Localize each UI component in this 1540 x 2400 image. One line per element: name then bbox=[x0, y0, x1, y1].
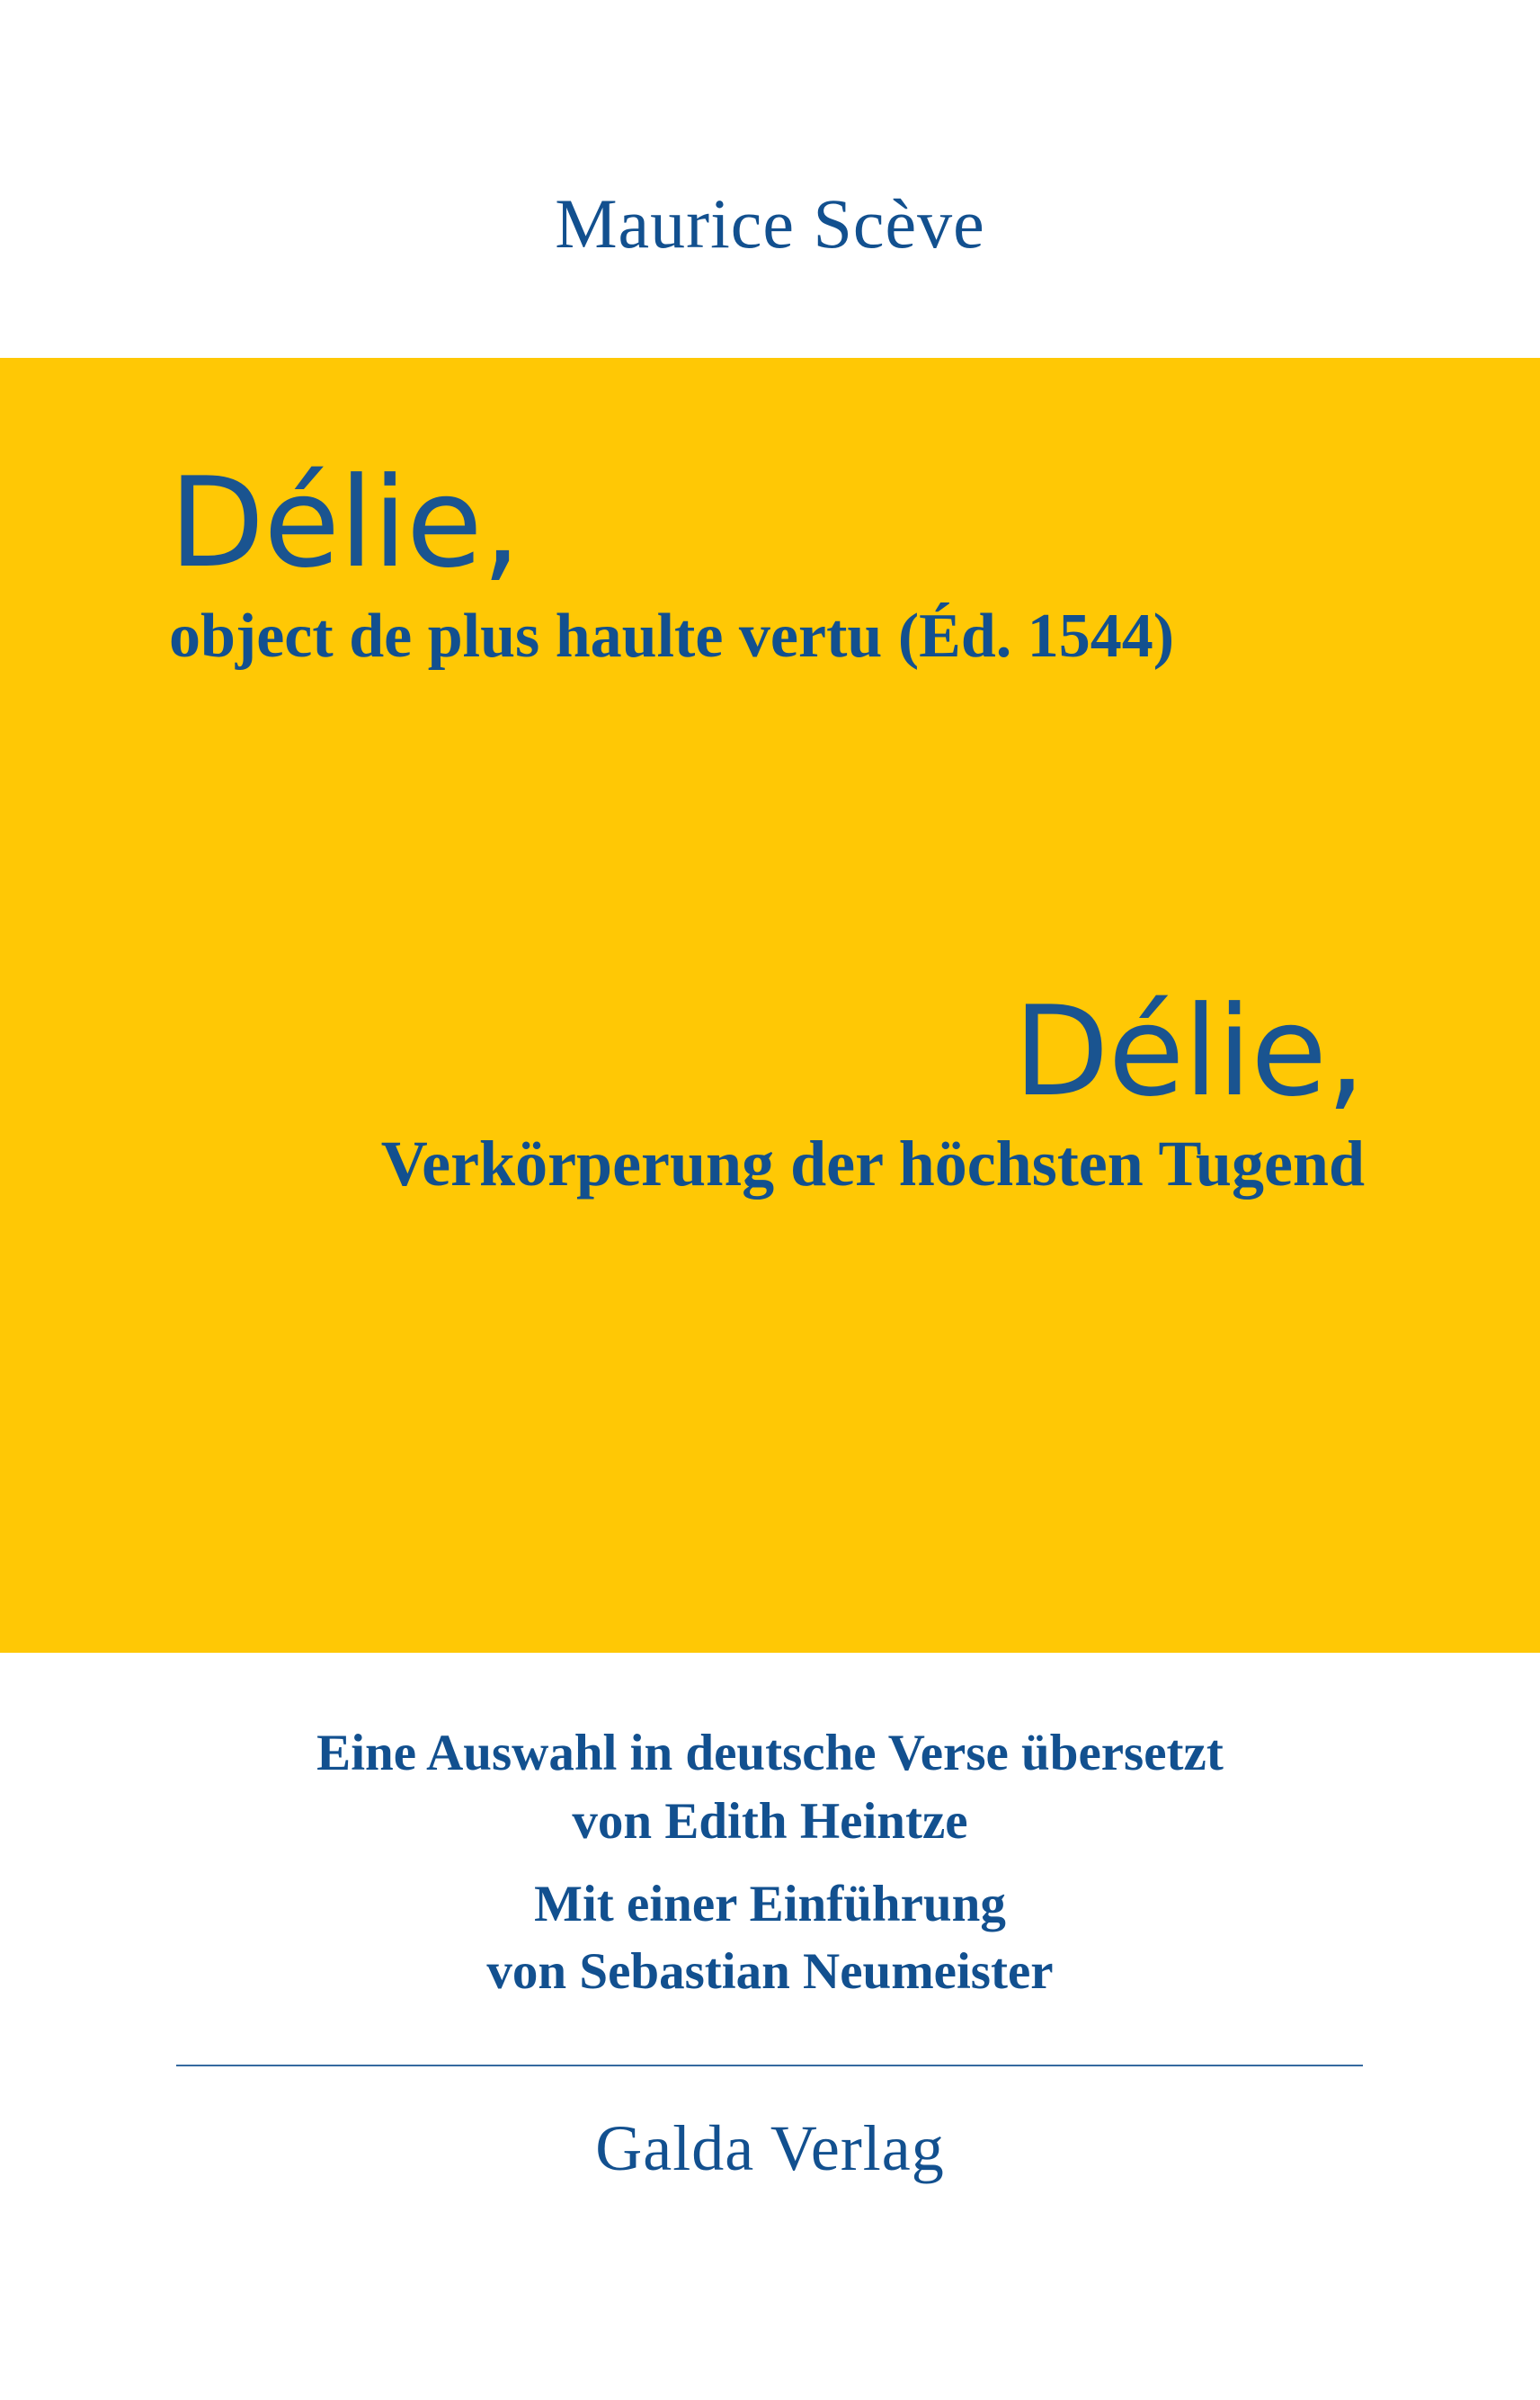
french-title-block bbox=[169, 451, 1175, 674]
german-subtitle-line-2: höchsten Tugend bbox=[898, 1127, 1365, 1200]
horizontal-divider bbox=[176, 2065, 1363, 2066]
german-subtitle bbox=[381, 1125, 1365, 1202]
author-name: Maurice Scève bbox=[555, 184, 985, 263]
credits-line-2: von Edith Heintze bbox=[572, 1792, 968, 1850]
credits-block bbox=[0, 1719, 1540, 2006]
german-subtitle-line-1: Verkörperung der bbox=[380, 1127, 883, 1200]
french-subtitle-line-1: object de plus haulte vertu bbox=[169, 601, 883, 671]
credits-line-3: Mit einer Einführung bbox=[534, 1875, 1006, 1932]
credits-line-4: von Sebastian Neumeister bbox=[486, 1943, 1054, 2001]
publisher-name: Galda Verlag bbox=[595, 2112, 945, 2184]
yellow-title-panel bbox=[0, 358, 1540, 1653]
french-subtitle bbox=[169, 598, 1174, 674]
german-title-block bbox=[380, 979, 1365, 1202]
credits-line-1: Eine Auswahl in deutsche Verse übersetzt bbox=[316, 1725, 1224, 1781]
french-title-main: Délie, bbox=[169, 451, 521, 595]
french-subtitle-line-2: (Éd. 1544) bbox=[897, 601, 1175, 671]
german-title-main: Délie, bbox=[1013, 979, 1365, 1124]
